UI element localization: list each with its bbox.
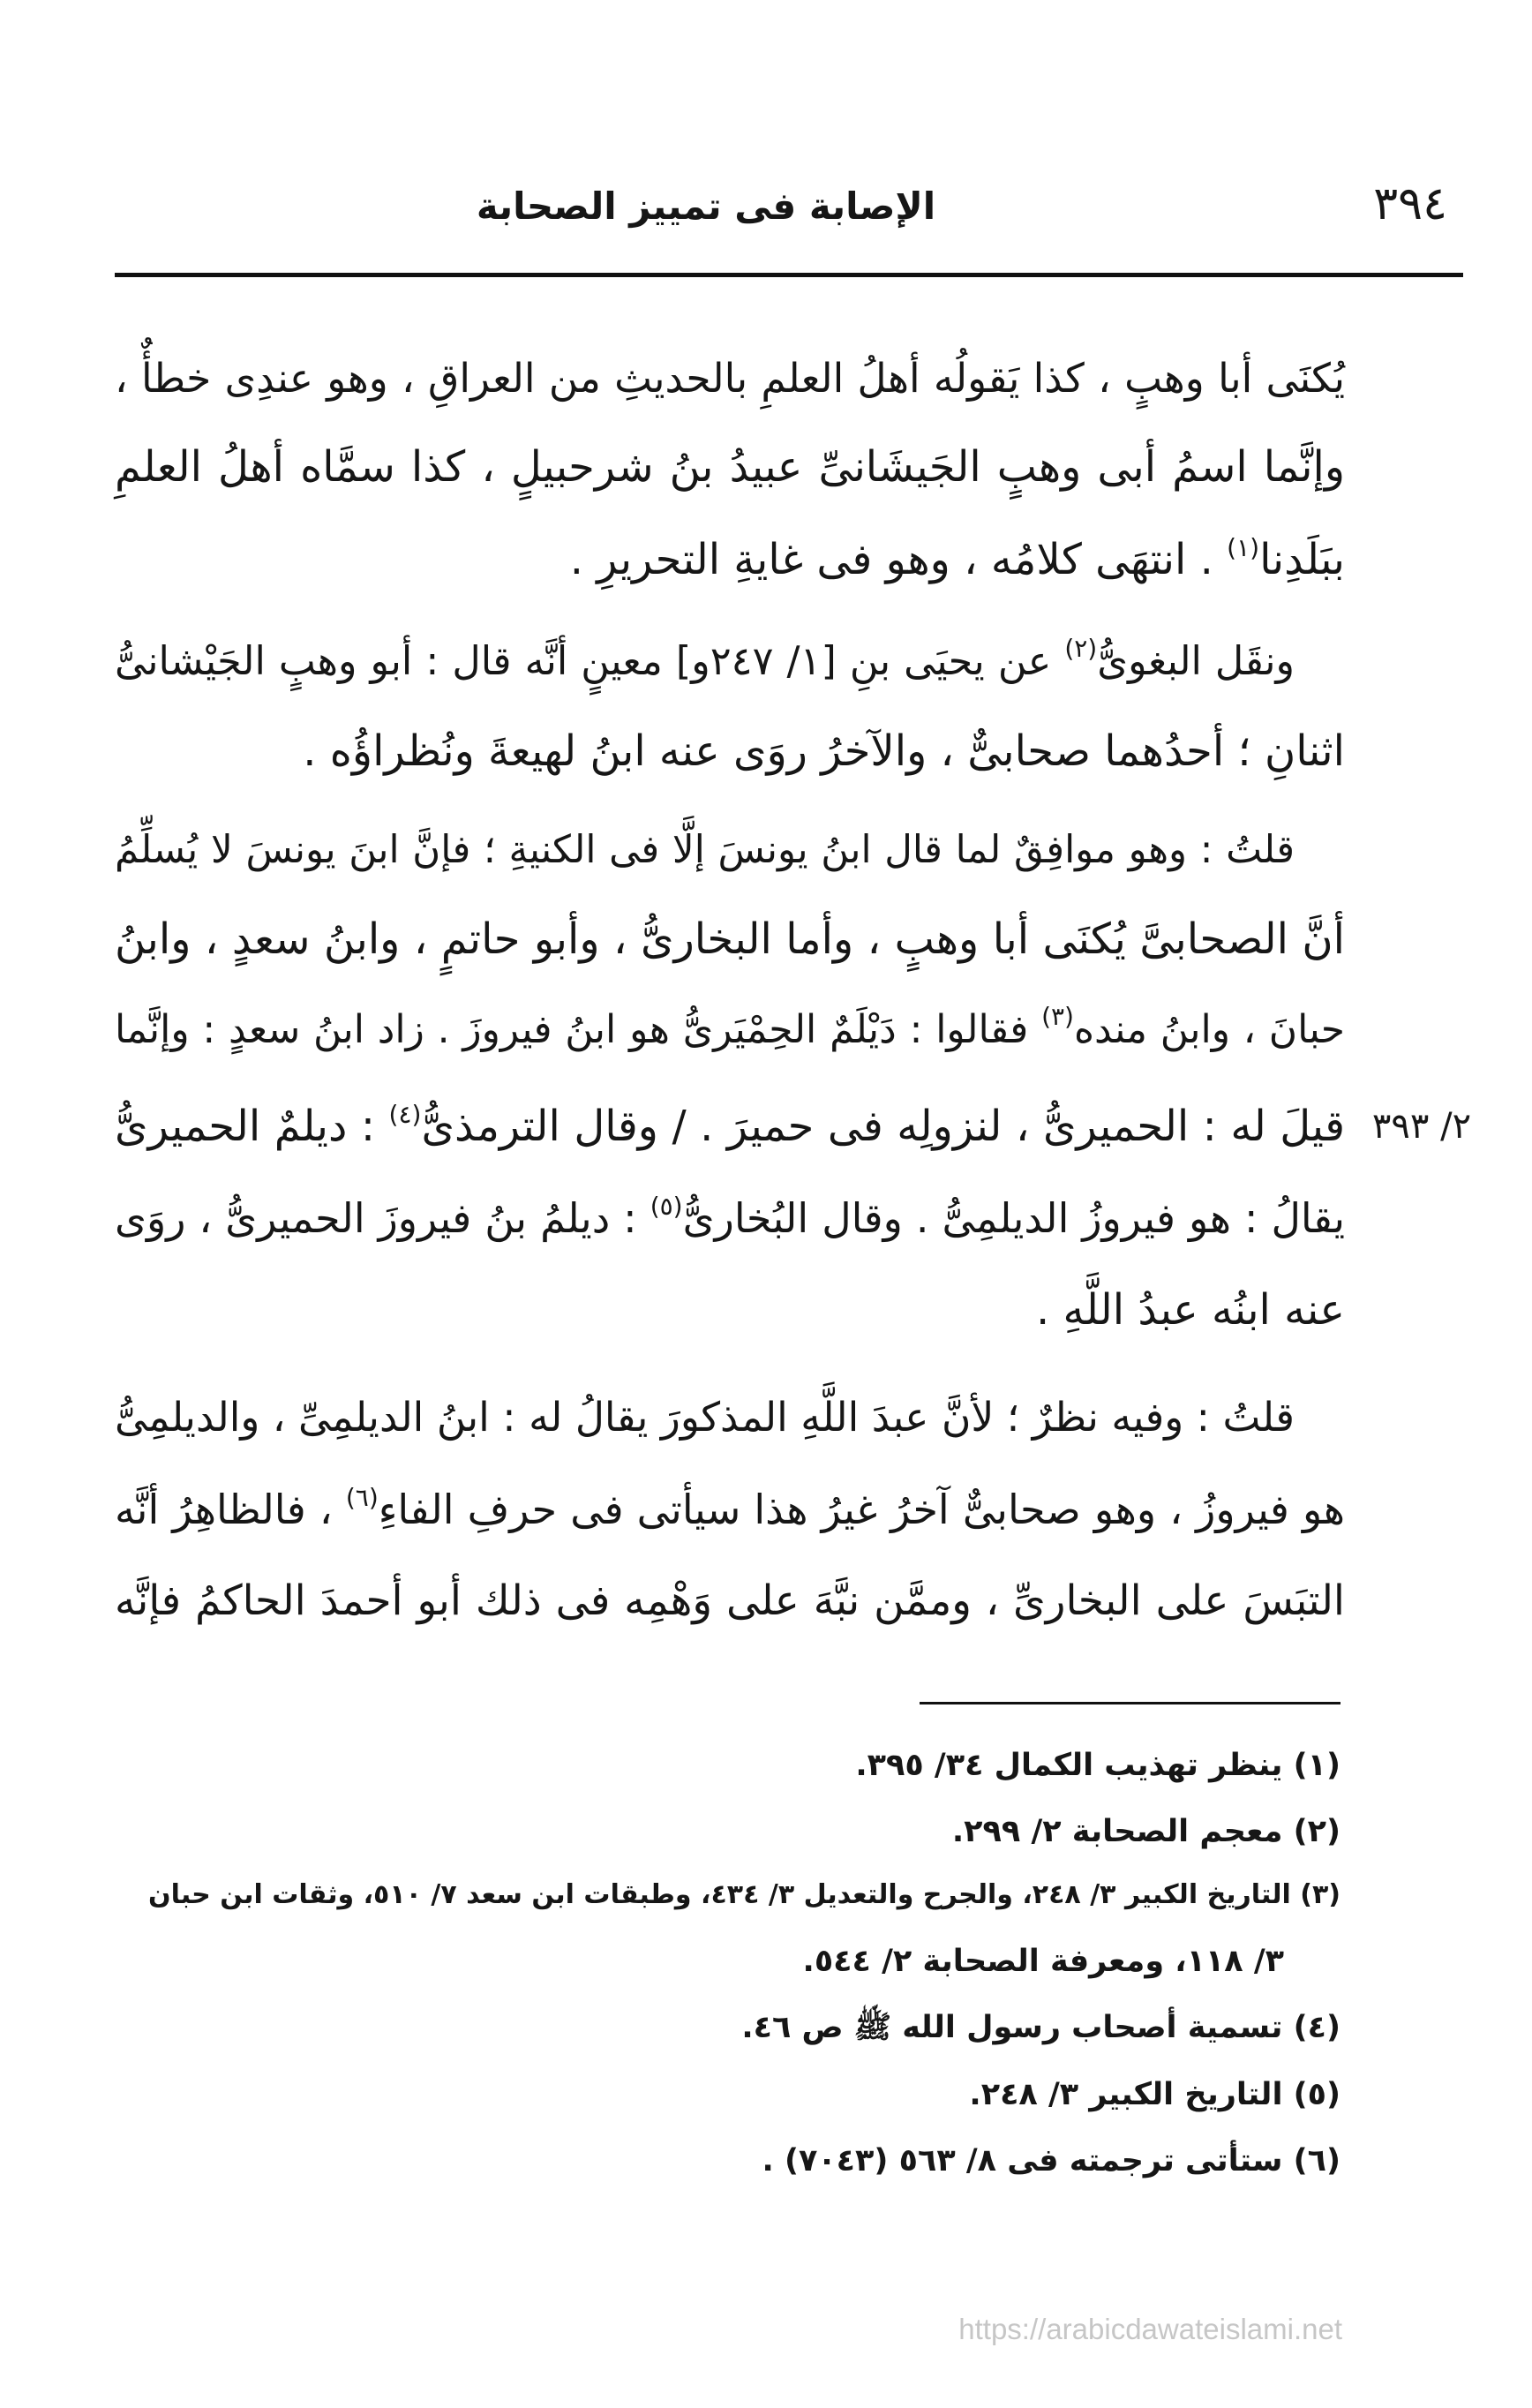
body-line-text: ، فالظاهِرُ أنَّه	[115, 1486, 346, 1533]
footnote-line: (٤) تسمية أصحاب رسول الله ﷺ ص ٤٦.	[741, 2010, 1340, 2045]
body-line-text: ببَلَدِنا	[1259, 535, 1345, 584]
body-line	[115, 1464, 1345, 1554]
body-line	[115, 1081, 1345, 1171]
body-line-text: قيلَ له : الحميرىُّ ، لنزولِه فى حميرَ . / وقال الترمذىُّ	[421, 1102, 1346, 1151]
body-line: عنه ابنُه عبدُ اللَّهِ .	[1036, 1285, 1345, 1335]
body-line: أنَّ الصحابىَّ يُكنَى أبا وهبٍ ، وأما البخارىُّ ، وأبو حاتمٍ ، وابنُ سعدٍ ، وابنُ	[115, 914, 1345, 964]
body-line-text: عن يحيَى بنِ [١/ ٢٤٧و] معينٍ أنَّه قال : أبو وهبٍ الجَيْشانىُّ	[115, 639, 1065, 684]
body-line	[115, 617, 1295, 707]
body-line: التبَسَ على البخارىِّ ، وممَّن نبَّهَ على وَهْمِه فى ذلك أبو أحمدَ الحاكمُ فإنَّه	[115, 1576, 1345, 1625]
body-line-text: هو فيروزُ ، وهو صحابىٌّ آخرُ غيرُ هذا سيأتى فى حرفِ الفاءِ	[378, 1486, 1345, 1533]
watermark: https://arabicdawateislami.net	[958, 2313, 1342, 2345]
footnote-separator	[920, 1702, 1340, 1704]
footnote-ref: (١)	[1227, 533, 1260, 562]
body-line	[115, 985, 1345, 1075]
footnote-line: (٣) التاريخ الكبير ٣/ ٢٤٨، والجرح والتعديل ٣/ ٤٣٤، وطبقات ابن سعد ٧/ ٥١٠، وثقات ابن حبان	[148, 1879, 1341, 1910]
footnote-ref: (٢)	[1064, 634, 1098, 663]
body-line: اثنانِ ؛ أحدُهما صحابىٌّ ، والآخرُ روَى عنه ابنُ لهيعةَ ونُظراؤُه .	[303, 726, 1345, 776]
page-number: ٣٩٤	[1373, 177, 1447, 230]
footnote-ref: (٤)	[388, 1100, 422, 1129]
footnote-ref: (٦)	[345, 1483, 379, 1512]
body-line-text: حبانَ ، وابنُ منده	[1073, 1007, 1345, 1052]
footnote-line: (٥) التاريخ الكبير ٣/ ٢٤٨.	[969, 2077, 1340, 2112]
body-line: قلتُ : وهو موافِقٌ لما قال ابنُ يونسَ إلَّا فى الكنيةِ ؛ فإنَّ ابنَ يونسَ لا يُسلِّمُ	[115, 828, 1295, 872]
running-title: الإصابة فى تمييز الصحابة	[476, 184, 936, 228]
footnote-line: (٢) معجم الصحابة ٢/ ٢٩٩.	[951, 1814, 1340, 1849]
footnote-line: (١) ينظر تهذيب الكمال ٣٤/ ٣٩٥.	[855, 1748, 1340, 1783]
body-line	[115, 515, 1345, 605]
footnote-ref: (٥)	[650, 1192, 683, 1221]
body-line-text: : ديلمُ بنُ فيروزَ الحميرىُّ ، روَى	[115, 1194, 650, 1242]
body-line	[115, 1173, 1345, 1263]
body-line-text: يقالُ : هو فيروزُ الديلمِىُّ . وقال البُخارىُّ	[682, 1194, 1346, 1242]
body-line: يُكنَى أبا وهبٍ ، كذا يَقولُه أهلُ العلمِ بالحديثِ من العراقِ ، وهو عندِى خطأٌ ،	[115, 355, 1345, 402]
body-line-text: ونقَل البغوىُّ	[1097, 639, 1295, 684]
footnote-line: ٣/ ١١٨، ومعرفة الصحابة ٢/ ٥٤٤.	[802, 1944, 1284, 1979]
body-line-text: فقالوا : دَيْلَمٌ الحِمْيَرىُّ هو ابنُ فيروزَ . زاد ابنُ سعدٍ : وإنَّما	[115, 1007, 1042, 1052]
body-line-text: . انتهَى كلامُه ، وهو فى غايةِ التحريرِ .	[569, 535, 1228, 584]
margin-note: ٢/ ٣٩٣	[1371, 1106, 1472, 1147]
header-rule	[115, 273, 1463, 277]
footnote-ref: (٣)	[1041, 1002, 1074, 1031]
body-line: وإنَّما اسمُ أبى وهبٍ الجَيشَانىِّ عبيدُ بنُ شرحبيلٍ ، كذا سمَّاه أهلُ العلمِ	[115, 442, 1345, 492]
body-line-text: : ديلمٌ الحميرىُّ	[115, 1102, 389, 1151]
body-line: قلتُ : وفيه نظرٌ ؛ لأنَّ عبدَ اللَّهِ المذكورَ يقالُ له : ابنُ الديلمِىِّ ، والديلمِىُّ	[115, 1394, 1295, 1441]
footnote-line: (٦) ستأتى ترجمته فى ٨/ ٥٦٣ (٧٠٤٣) .	[762, 2143, 1340, 2178]
